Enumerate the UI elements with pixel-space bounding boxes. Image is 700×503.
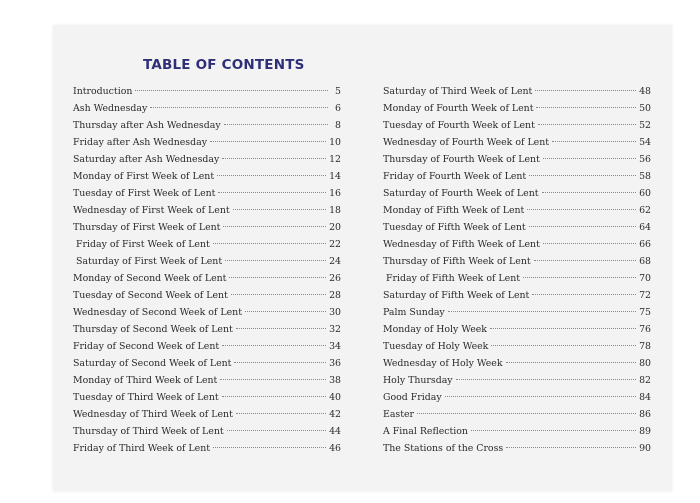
toc-entry-title: Friday of Fifth Week of Lent [386,273,521,284]
dot-leader [534,260,636,261]
toc-entry-page: 36 [329,358,341,369]
toc-entry-page: 64 [639,222,651,233]
toc-entry[interactable] [73,355,341,372]
toc-entry[interactable] [73,440,341,457]
toc-entry[interactable] [383,83,651,100]
toc-entry[interactable] [73,202,341,219]
toc-entry[interactable] [73,236,341,253]
toc-entry-title: Monday of Holy Week [383,324,487,335]
toc-entry-page: 86 [639,409,651,420]
toc-entry-page: 30 [329,307,341,318]
toc-entry[interactable] [383,304,651,321]
dot-leader [538,124,636,125]
toc-entry-page: 52 [639,120,651,131]
toc-entry-page: 68 [639,256,651,267]
dot-leader [456,379,636,380]
toc-entry-title: Tuesday of Second Week of Lent [73,290,228,301]
toc-entry-page: 26 [329,273,341,284]
toc-entry-page: 56 [639,154,651,165]
toc-entry-page: 22 [329,239,341,250]
toc-entry-title: Thursday of Third Week of Lent [73,426,224,437]
toc-entry-page: 84 [639,392,651,403]
toc-entry[interactable] [73,134,341,151]
dot-leader [233,209,326,210]
toc-entry[interactable] [73,117,341,134]
toc-entry[interactable] [383,253,651,270]
toc-column-right [383,83,651,457]
toc-entry-page: 38 [329,375,341,386]
dot-leader [217,175,326,176]
toc-entry-title: Wednesday of Holy Week [383,358,503,369]
toc-entry-title: Friday of First Week of Lent [76,239,210,250]
dot-leader [532,294,636,295]
dot-leader [529,226,636,227]
toc-entry-page: 54 [639,137,651,148]
dot-leader [506,447,636,448]
toc-entry-title: Tuesday of First Week of Lent [73,188,216,199]
toc-entry-title: Saturday of Third Week of Lent [383,86,533,97]
toc-column-left [73,83,341,457]
toc-entry-page: 75 [639,307,651,318]
toc-entry-page: 12 [329,154,341,165]
toc-entry[interactable] [73,83,341,100]
toc-entry-title: Saturday after Ash Wednesday [73,154,220,165]
toc-entry-title: Friday of Second Week of Lent [73,341,220,352]
toc-entry-title: Thursday of First Week of Lent [73,222,221,233]
toc-entry[interactable] [383,372,651,389]
toc-entry[interactable] [73,100,341,117]
toc-entry[interactable] [383,202,651,219]
toc-entry-title: Monday of Fourth Week of Lent [383,103,534,114]
toc-entry[interactable] [73,423,341,440]
toc-entry-title: A Final Reflection [383,426,468,437]
dot-leader [225,260,326,261]
toc-entry[interactable] [383,219,651,236]
toc-entry-title: Thursday of Second Week of Lent [73,324,233,335]
toc-entry-page: 6 [335,103,341,114]
toc-entry[interactable] [73,219,341,236]
dot-leader [213,447,326,448]
toc-entry[interactable] [383,338,651,355]
dot-leader [552,141,636,142]
dot-leader [150,107,328,108]
toc-entry-page: 24 [329,256,341,267]
dot-leader [222,345,326,346]
toc-entry-title: Thursday of Fifth Week of Lent [383,256,531,267]
toc-entry-page: 66 [639,239,651,250]
toc-entry-title: Tuesday of Holy Week [383,341,489,352]
toc-entry[interactable] [383,287,651,304]
toc-entry[interactable] [383,406,651,423]
toc-entry-title: Tuesday of Third Week of Lent [73,392,219,403]
dot-leader [224,124,328,125]
toc-entry-title: Wednesday of First Week of Lent [73,205,230,216]
dot-leader [527,209,636,210]
dot-leader [223,226,326,227]
dot-leader [529,175,636,176]
toc-entry-title: Wednesday of Fourth Week of Lent [383,137,550,148]
toc-entry[interactable] [383,321,651,338]
toc-entry-title: Monday of First Week of Lent [73,171,215,182]
toc-entry-page: 60 [639,188,651,199]
toc-entry[interactable] [73,406,341,423]
dot-leader [220,379,326,380]
toc-entry-title: Friday of Third Week of Lent [73,443,210,454]
toc-entry-page: 72 [639,290,651,301]
toc-entry-page: 89 [639,426,651,437]
dot-leader [506,362,637,363]
dot-leader [490,328,636,329]
toc-entry-title: Saturday of First Week of Lent [76,256,223,267]
toc-entry[interactable] [383,134,651,151]
toc-entry-page: 40 [329,392,341,403]
toc-entry[interactable] [73,168,341,185]
toc-entry[interactable] [383,440,651,457]
toc-entry-title: Wednesday of Second Week of Lent [73,307,242,318]
toc-entry-page: 8 [335,120,341,131]
toc-entry-title: Easter [383,409,415,420]
toc-entry-page: 28 [329,290,341,301]
toc-entry[interactable] [383,117,651,134]
toc-entry-title: Monday of Third Week of Lent [73,375,218,386]
dot-leader [135,90,328,91]
toc-entry[interactable] [73,185,341,202]
toc-entry-page: 80 [639,358,651,369]
toc-entry-page: 10 [329,137,341,148]
toc-entry[interactable] [73,372,341,389]
dot-leader [536,107,636,108]
dot-leader [236,413,326,414]
toc-entry-page: 78 [639,341,651,352]
dot-leader [231,294,326,295]
toc-entry-title: Thursday after Ash Wednesday [73,120,221,131]
toc-entry[interactable] [383,236,651,253]
toc-entry-title: Introduction [73,86,133,97]
dot-leader [542,192,637,193]
toc-entry-title: Monday of Fifth Week of Lent [383,205,525,216]
dot-leader [227,430,326,431]
toc-entry-page: 48 [639,86,651,97]
toc-entry-page: 16 [329,188,341,199]
dot-leader [417,413,636,414]
toc-entry-title: Friday of Fourth Week of Lent [383,171,527,182]
toc-entry-page: 34 [329,341,341,352]
dot-leader [213,243,326,244]
toc-entry-title: Good Friday [383,392,442,403]
toc-entry-page: 14 [329,171,341,182]
toc-entry[interactable] [73,253,341,270]
dot-leader [245,311,326,312]
dot-leader [523,277,636,278]
toc-entry-page: 82 [639,375,651,386]
toc-entry[interactable] [383,355,651,372]
toc-entry[interactable] [383,100,651,117]
toc-entry-page: 62 [639,205,651,216]
toc-page [53,25,672,491]
dot-leader [471,430,636,431]
dot-leader [535,90,636,91]
toc-entry-page: 46 [329,443,341,454]
toc-entry-title: Saturday of Second Week of Lent [73,358,232,369]
toc-entry[interactable] [73,338,341,355]
toc-entry[interactable] [73,304,341,321]
toc-entry[interactable] [383,423,651,440]
toc-entry[interactable] [383,168,651,185]
dot-leader [236,328,326,329]
toc-entry-page: 20 [329,222,341,233]
dot-leader [222,158,326,159]
toc-entry-title: Monday of Second Week of Lent [73,273,227,284]
dot-leader [218,192,326,193]
toc-entry-page: 5 [335,86,341,97]
dot-leader [445,396,636,397]
toc-entry[interactable] [383,185,651,202]
dot-leader [222,396,326,397]
toc-entry[interactable] [73,287,341,304]
toc-entry-title: Saturday of Fifth Week of Lent [383,290,530,301]
toc-entry-title: Wednesday of Fifth Week of Lent [383,239,540,250]
toc-entry[interactable] [73,389,341,406]
toc-entry-title: Wednesday of Third Week of Lent [73,409,233,420]
dot-leader [210,141,326,142]
toc-entry-page: 18 [329,205,341,216]
dot-leader [229,277,326,278]
toc-entry-title: The Stations of the Cross [383,443,504,454]
toc-entry-page: 58 [639,171,651,182]
toc-entry-title: Friday after Ash Wednesday [73,137,207,148]
dot-leader [234,362,326,363]
toc-entry-page: 76 [639,324,651,335]
toc-entry[interactable] [73,151,341,168]
toc-entry-title: Ash Wednesday [73,103,148,114]
toc-entry-page: 50 [639,103,651,114]
toc-entry-page: 44 [329,426,341,437]
dot-leader [491,345,636,346]
toc-entry-page: 42 [329,409,341,420]
toc-entry-page: 70 [639,273,651,284]
toc-entry[interactable] [383,270,651,287]
toc-entry-page: 90 [639,443,651,454]
toc-entry-title: Thursday of Fourth Week of Lent [383,154,540,165]
dot-leader [543,158,636,159]
toc-entry[interactable] [73,270,341,287]
toc-entry-title: Tuesday of Fourth Week of Lent [383,120,535,131]
toc-entry-title: Tuesday of Fifth Week of Lent [383,222,526,233]
page-title: TABLE OF CONTENTS [143,57,305,73]
dot-leader [448,311,636,312]
toc-entry-title: Saturday of Fourth Week of Lent [383,188,539,199]
toc-entry[interactable] [383,151,651,168]
toc-entry-title: Holy Thursday [383,375,453,386]
dot-leader [543,243,636,244]
toc-entry[interactable] [73,321,341,338]
toc-entry[interactable] [383,389,651,406]
toc-entry-page: 32 [329,324,341,335]
toc-entry-title: Palm Sunday [383,307,445,318]
